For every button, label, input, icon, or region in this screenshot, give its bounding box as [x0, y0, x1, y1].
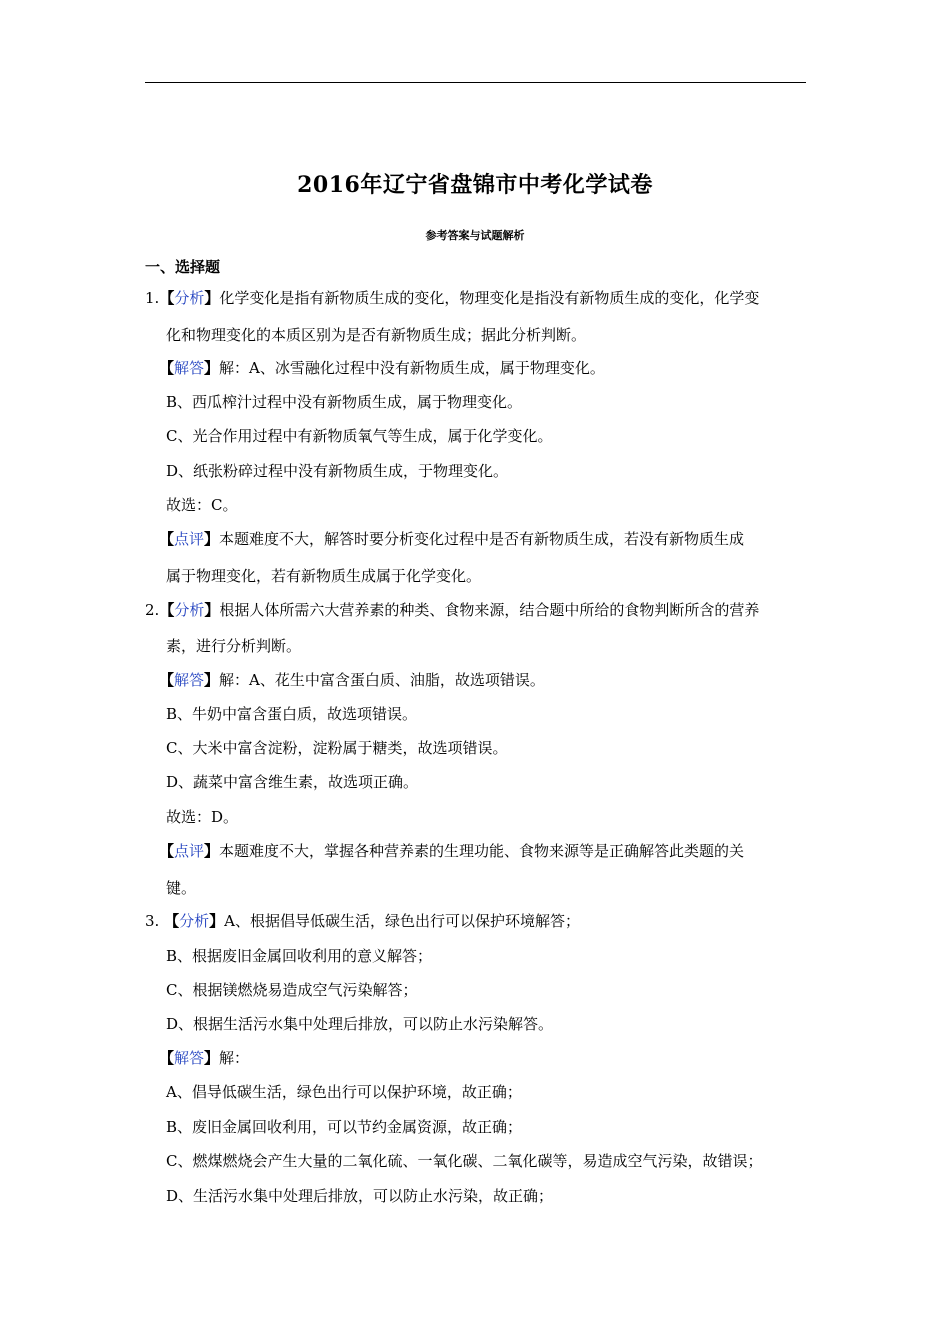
q3-analysis-d: D、根据生活污水集中处理后排放，可以防止水污染解答。 — [166, 1015, 554, 1033]
q3-option-d: D、生活污水集中处理后排放，可以防止水污染，故正确； — [166, 1187, 554, 1205]
review-tag: 点评 — [174, 842, 205, 860]
q2-answer-line: 【解答】解：A、花生中富含蛋白质、油脂，故选项错误。 — [159, 671, 545, 689]
q2-option-d: D、蔬菜中富含维生素，故选项正确。 — [166, 773, 419, 791]
q1-choice: 故选：C。 — [166, 496, 238, 514]
q3-analysis-b: B、根据废旧金属回收利用的意义解答； — [166, 947, 433, 965]
q3-analysis-c: C、根据镁燃烧易造成空气污染解答； — [166, 981, 418, 999]
section-heading: 一、选择题 — [145, 258, 221, 276]
analysis-tag: 分析 — [174, 601, 205, 619]
analysis-tag: 分析 — [174, 289, 205, 307]
analysis-tag: 分析 — [179, 912, 210, 930]
q1-analysis-line-1: 1.【分析】化学变化是指有新物质生成的变化，物理变化是指没有新物质生成的变化，化学变 — [145, 289, 760, 307]
review-tag: 点评 — [174, 530, 205, 548]
q2-analysis-line-2: 素，进行分析判断。 — [166, 637, 302, 655]
answer-tag: 解答 — [174, 671, 205, 689]
answer-tag: 解答 — [174, 1049, 205, 1067]
q3-option-c: C、燃煤燃烧会产生大量的二氧化硫、一氧化碳、二氧化碳等，易造成空气污染，故错误； — [166, 1152, 763, 1170]
q1-review-line-1: 【点评】本题难度不大，解答时要分析变化过程中是否有新物质生成，若没有新物质生成 — [159, 530, 745, 548]
q1-review-line-2: 属于物理变化，若有新物质生成属于化学变化。 — [166, 567, 482, 585]
q2-option-b: B、牛奶中富含蛋白质，故选项错误。 — [166, 705, 418, 723]
page-subtitle: 参考答案与试题解析 — [425, 229, 525, 242]
q1-option-c: C、光合作用过程中有新物质氧气等生成，属于化学变化。 — [166, 427, 553, 445]
page-title: 2016年辽宁省盘锦市中考化学试卷 — [297, 172, 653, 198]
q3-answer-line: 【解答】解： — [159, 1049, 250, 1067]
q3-number: 3. — [145, 912, 160, 930]
q3-analysis-line-1: 3. 【分析】A、根据倡导低碳生活，绿色出行可以保护环境解答； — [145, 912, 580, 930]
q2-choice: 故选：D。 — [166, 808, 239, 826]
q3-option-a: A、倡导低碳生活，绿色出行可以保护环境，故正确； — [166, 1083, 522, 1101]
q3-option-b: B、废旧金属回收利用，可以节约金属资源，故正确； — [166, 1118, 523, 1136]
answer-tag: 解答 — [174, 359, 205, 377]
top-rule — [145, 82, 806, 83]
q2-review-line-1: 【点评】本题难度不大，掌握各种营养素的生理功能、食物来源等是正确解答此类题的关 — [159, 842, 745, 860]
q1-option-b: B、西瓜榨汁过程中没有新物质生成，属于物理变化。 — [166, 393, 523, 411]
q2-number: 2. — [145, 601, 160, 619]
q2-option-c: C、大米中富含淀粉，淀粉属于糖类，故选项错误。 — [166, 739, 508, 757]
q1-analysis-line-2: 化和物理变化的本质区别为是否有新物质生成；据此分析判断。 — [166, 326, 587, 344]
q2-review-line-2: 键。 — [166, 879, 197, 897]
q2-analysis-line-1: 2.【分析】根据人体所需六大营养素的种类、食物来源，结合题中所给的食物判断所含的营养 — [145, 601, 760, 619]
q1-number: 1. — [145, 289, 160, 307]
q1-option-d: D、纸张粉碎过程中没有新物质生成，于物理变化。 — [166, 462, 509, 480]
q1-answer-line: 【解答】解：A、冰雪融化过程中没有新物质生成，属于物理变化。 — [159, 359, 605, 377]
